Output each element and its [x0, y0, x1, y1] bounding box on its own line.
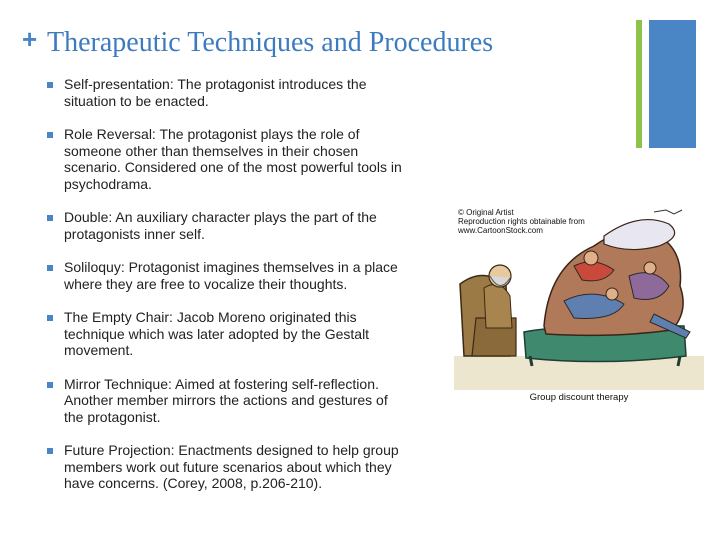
slide-title: Therapeutic Techniques and Procedures: [47, 27, 494, 58]
bullet-list: [47, 76, 467, 509]
credit-line: www.CartoonStock.com: [458, 226, 543, 235]
bullet-line: members work out future scenarios about which they: [64, 458, 392, 475]
bullet-line: have concerns. (Corey, 2008, p.206-210).: [64, 475, 323, 491]
bullet-line: The Empty Chair: Jacob Moreno originated this: [64, 309, 357, 325]
bullet-line: Soliloquy: Protagonist imagines themselves in a place: [64, 259, 398, 275]
bullet-line: Mirror Technique: Aimed at fostering self-reflection.: [64, 375, 379, 392]
cartoon-drawing: [454, 206, 704, 412]
bullet-line: where they are free to vocalize their thoughts.: [64, 275, 348, 292]
bullet-self-presentation: [47, 76, 467, 109]
bullet-double: [47, 209, 467, 242]
bullet-line: Double: An auxiliary character plays the part of the: [64, 209, 377, 225]
bullet-line: scenario. Considered one of the most powerful tools in: [64, 159, 402, 175]
bullet-soliloquy: [47, 259, 467, 292]
bullet-line: Self-presentation: The protagonist introduces the: [64, 76, 367, 92]
credit-line: © Original Artist: [458, 208, 514, 217]
accent-bar-green: [636, 20, 642, 148]
bullet-line: psychodrama.: [64, 175, 152, 192]
bullet-line: someone other than themselves in their chosen: [64, 142, 359, 159]
bullet-square-icon: [47, 132, 53, 138]
cartoon-caption: Group discount therapy: [529, 392, 629, 403]
bullet-line: movement.: [64, 342, 134, 358]
bullet-line: technique which was later adopted by the Gestalt: [64, 325, 370, 342]
credit-line: Reproduction rights obtainable from: [458, 217, 585, 226]
accent-bar-blue: [649, 20, 696, 148]
bullet-square-icon: [47, 448, 53, 454]
bullet-mirror-technique: [47, 376, 467, 426]
bullet-square-icon: [47, 215, 53, 221]
bullet-line: Another member mirrors the actions and gestures of: [64, 392, 388, 408]
bullet-square-icon: [47, 382, 53, 388]
cartoon-credit: [458, 208, 585, 235]
bullet-line: Role Reversal: The protagonist plays the role of: [64, 126, 360, 142]
bullet-line: the protagonist.: [64, 408, 161, 425]
bullet-square-icon: [47, 82, 53, 88]
bullet-line: Future Projection: Enactments designed to help group: [64, 442, 399, 458]
plus-icon: +: [22, 24, 38, 54]
bullet-line: situation to be enacted.: [64, 92, 209, 109]
bullet-square-icon: [47, 315, 53, 321]
bullet-role-reversal: [47, 126, 467, 192]
cartoon-image: [454, 206, 704, 412]
bullet-future-projection: [47, 442, 467, 492]
bullet-square-icon: [47, 265, 53, 271]
bullet-empty-chair: [47, 309, 467, 359]
bullet-line: protagonists inner self.: [64, 225, 205, 242]
